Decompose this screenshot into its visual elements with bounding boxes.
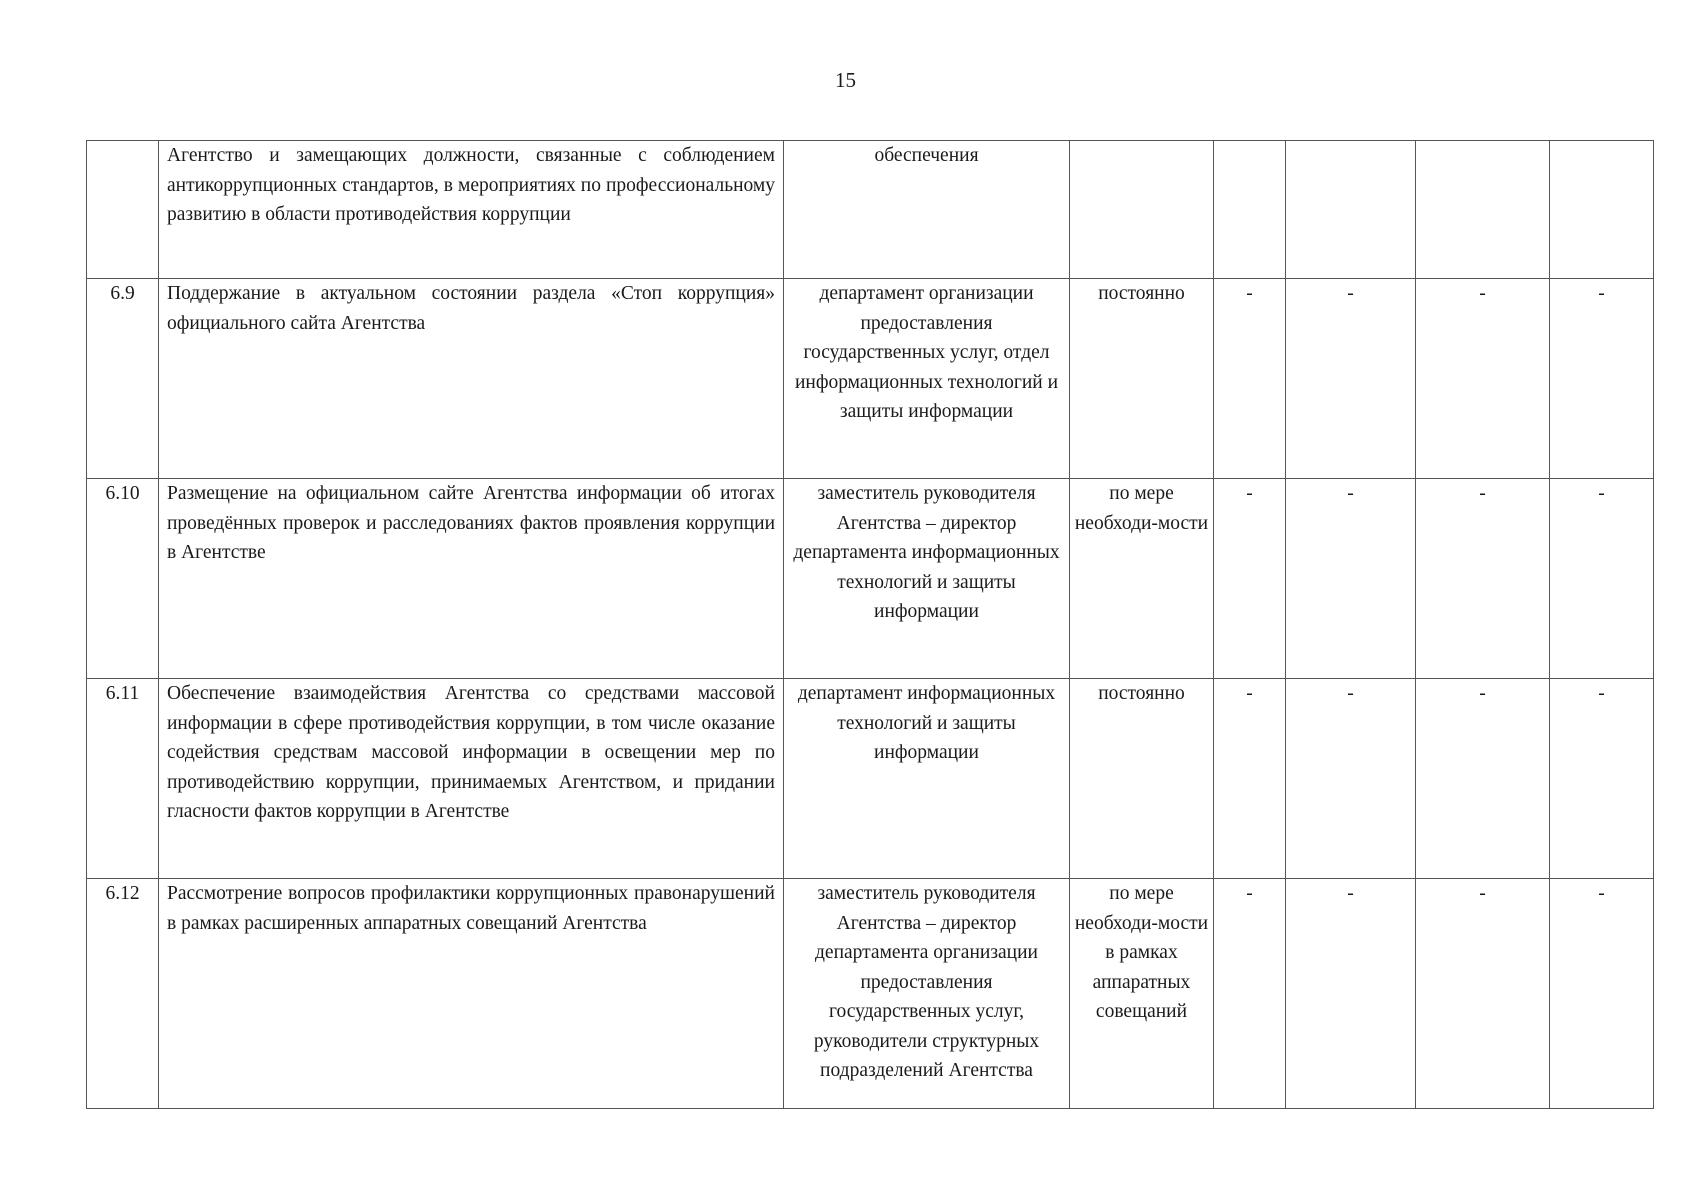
indicator-cell: - [1550,279,1654,479]
measures-table [86,140,1654,1109]
execution-term: по мере необходи-мости в рамках аппаратных совещаний [1070,879,1214,1109]
page-number: 15 [835,68,856,92]
indicator-cell: - [1416,679,1550,879]
indicator-cell: - [1214,679,1286,879]
indicator-cell: - [1214,479,1286,679]
indicator-cell: - [1214,279,1286,479]
execution-term: по мере необходи-мости [1070,479,1214,679]
indicator-cell [1214,141,1286,279]
indicator-cell: - [1550,879,1654,1109]
responsible-executor: заместитель руководителя Агентства – директор департамента организации предоставления государственных услуг, руководители структурных подразделений Агентства [784,879,1070,1109]
row-number [87,141,159,279]
indicator-cell: - [1214,879,1286,1109]
row-number: 6.9 [87,279,159,479]
execution-term [1070,141,1214,279]
indicator-cell: - [1286,279,1416,479]
responsible-executor: обеспечения [784,141,1070,279]
indicator-cell: - [1416,479,1550,679]
execution-term: постоянно [1070,679,1214,879]
responsible-executor: заместитель руководителя Агентства – директор департамента информационных технологий и защиты информации [784,479,1070,679]
row-number: 6.10 [87,479,159,679]
row-number: 6.11 [87,679,159,879]
row-number: 6.12 [87,879,159,1109]
measure-description: Рассмотрение вопросов профилактики коррупционных правонарушений в рамках расширенных аппаратных совещаний Агентства [159,879,784,1109]
measure-description: Обеспечение взаимодействия Агентства со средствами массовой информации в сфере противодействия коррупции, в том числе оказание содействия средствам массовой информации в освещении мер по противодействию коррупции, принимаемых Агентством, и придании гласности фактов коррупции в Агентстве [159,679,784,879]
table-row [87,479,1654,679]
indicator-cell: - [1416,879,1550,1109]
table-row [87,279,1654,479]
responsible-executor: департамент организации предоставления государственных услуг, отдел информационных технологий и защиты информации [784,279,1070,479]
indicator-cell: - [1286,879,1416,1109]
indicator-cell [1550,141,1654,279]
execution-term: постоянно [1070,279,1214,479]
table-row [87,679,1654,879]
measure-description: Размещение на официальном сайте Агентства информации об итогах проведённых проверок и расследованиях фактов проявления коррупции в Агентстве [159,479,784,679]
indicator-cell: - [1550,479,1654,679]
table-row [87,879,1654,1109]
table-row [87,141,1654,279]
indicator-cell [1286,141,1416,279]
measure-description: Поддержание в актуальном состоянии раздела «Стоп коррупция» официального сайта Агентства [159,279,784,479]
indicator-cell: - [1286,479,1416,679]
indicator-cell: - [1286,679,1416,879]
responsible-executor: департамент информационных технологий и защиты информации [784,679,1070,879]
indicator-cell: - [1416,279,1550,479]
measure-description: Агентство и замещающих должности, связанные с соблюдением антикоррупционных стандартов, в мероприятиях по профессиональному развитию в области противодействия коррупции [159,141,784,279]
indicator-cell: - [1550,679,1654,879]
indicator-cell [1416,141,1550,279]
